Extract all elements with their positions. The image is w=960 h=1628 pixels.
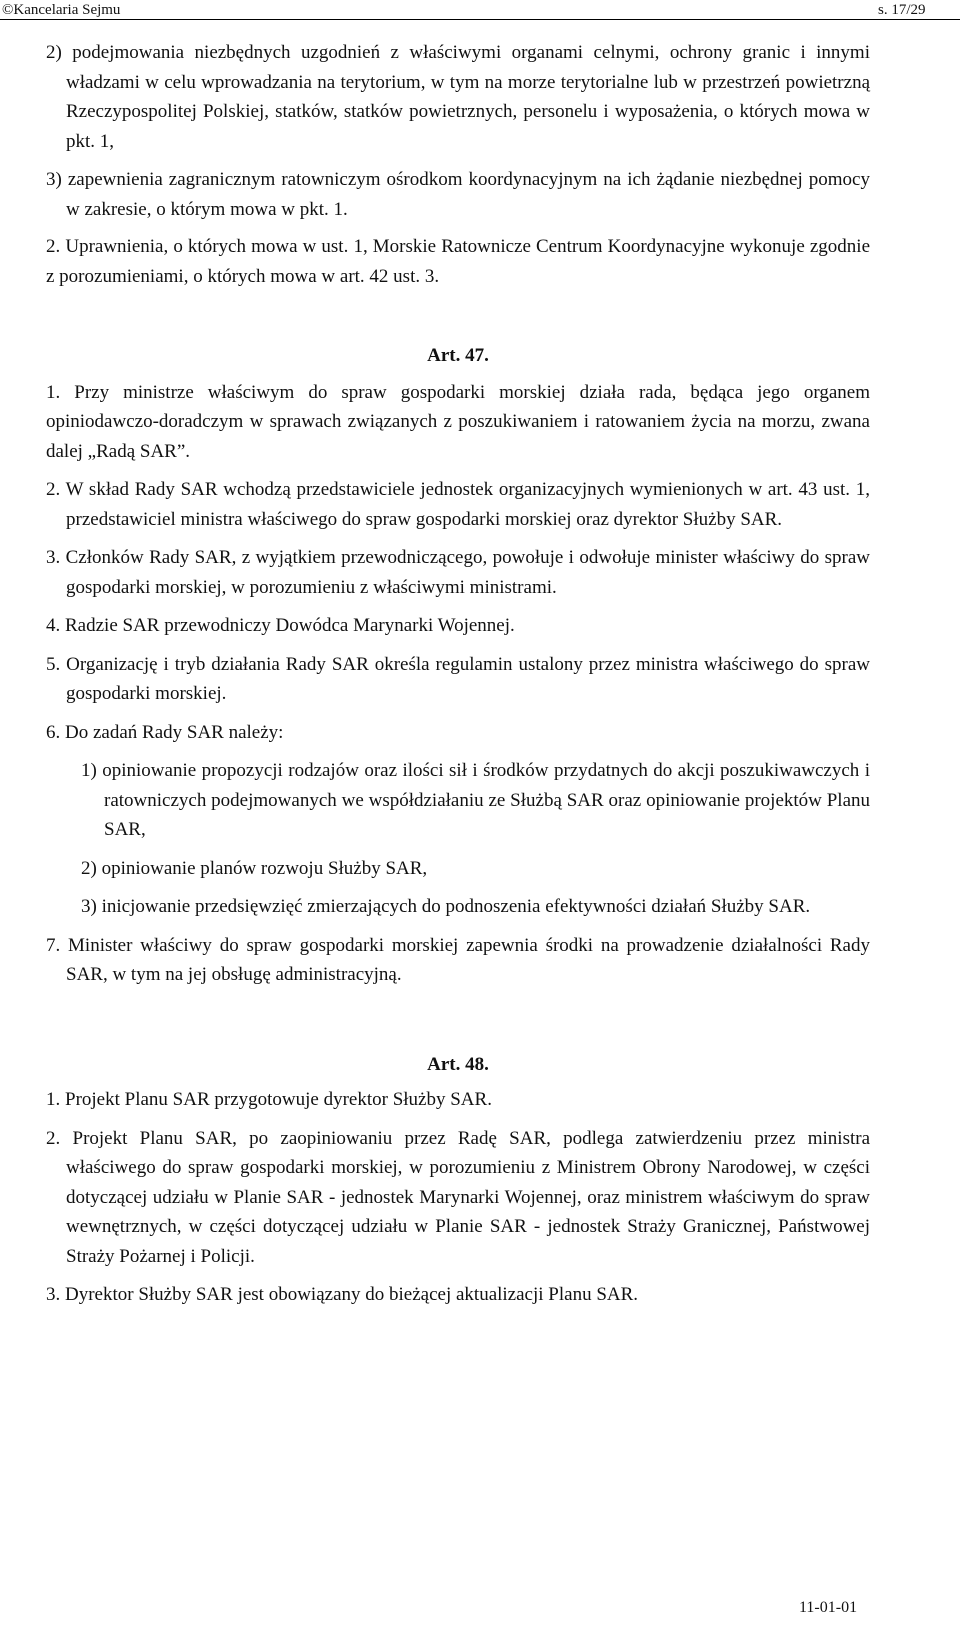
art48-paragraph-1: 1. Projekt Planu SAR przygotowuje dyrektor Służby SAR. [46, 1089, 492, 1110]
header-divider [0, 19, 960, 20]
art47-task-2: 2) opiniowanie planów rozwoju Służby SAR, [81, 857, 428, 879]
page-number: s. 17/29 [878, 2, 926, 18]
document-code: 11-01-01 [799, 1599, 858, 1616]
art47-task-3: 3) inicjowanie przedsięwzięć zmierzających do podnoszenia efektywności działań Służby SAR. [81, 896, 811, 917]
art47-paragraph-7: 7. Minister właściwy do spraw gospodarki morskiej zapewnia środki na prowadzenie działalności Rady SAR, w tym na jej obsługę administracyjną. [46, 934, 870, 985]
article-47-heading: Art. 47. [427, 345, 489, 366]
art47-paragraph-5: 5. Organizację i tryb działania Rady SAR określa regulamin ustalony przez ministra właściwego do spraw gospodarki morskiej. [46, 653, 870, 704]
point-3: 3) zapewnienia zagranicznym ratowniczym ośrodkom koordynacyjnym na ich żądanie niezbędnej pomocy w zakresie, o którym mowa w pkt. 1. [46, 169, 870, 220]
art47-paragraph-2: 2. W skład Rady SAR wchodzą przedstawiciele jednostek organizacyjnych wymienionych w art. 43 ust. 1, przedstawiciel ministra właściwego do spraw gospodarki morskiej oraz dyrektor Służby SAR. [46, 479, 870, 530]
art47-paragraph-6: 6. Do zadań Rady SAR należy: [46, 721, 284, 743]
page-header [0, 0, 960, 20]
art47-paragraph-1: 1. Przy ministrze właściwym do spraw gospodarki morskiej działa rada, będąca jego organem opiniodawczo-doradczym w sprawach związanych z poszukiwaniem i ratowaniem życia na morzu, zwana dalej „Radą SAR”. [46, 381, 870, 462]
point-2: 2) podejmowania niezbędnych uzgodnień z właściwymi organami celnymi, ochrony granic i innymi władzami w celu wprowadzania na terytorium, w tym na morze terytorialne lub w przestrzeń powietrzną Rzeczypospolitej Polskiej, statków, statków powietrznych, personelu i wyposażenia, o których mowa w pkt. 1, [46, 42, 870, 152]
art48-paragraph-2: 2. Projekt Planu SAR, po zaopiniowaniu przez Radę SAR, podlega zatwierdzeniu przez ministra właściwego do spraw gospodarki morskiej, w porozumieniu z Ministrem Obrony Narodowej, w części dotyczącej udziału w Planie SAR - jednostek Marynarki Wojennej, oraz ministrem właściwym do spraw wewnętrznych, w części dotyczącej udziału w Planie SAR - jednostek Straży Granicznej, Państwowej Straży Pożarnej i Policji. [46, 1127, 870, 1267]
art47-task-1: 1) opiniowanie propozycji rodzajów oraz ilości sił i środków przydatnych do akcji poszukiwawczych i ratowniczych podejmowanych we współdziałaniu ze Służbą SAR oraz opiniowanie projektów Planu SAR, [81, 760, 870, 840]
paragraph-2: 2. Uprawnienia, o których mowa w ust. 1, Morskie Ratownicze Centrum Koordynacyjne wykonuje zgodnie z porozumieniami, o których mowa w art. 42 ust. 3. [46, 236, 870, 287]
document-body [46, 38, 870, 1319]
article-48-heading: Art. 48. [427, 1053, 489, 1075]
art48-paragraph-3: 3. Dyrektor Służby SAR jest obowiązany do bieżącej aktualizacji Planu SAR. [46, 1284, 639, 1305]
art47-paragraph-4: 4. Radzie SAR przewodniczy Dowódca Marynarki Wojennej. [46, 615, 515, 636]
art47-paragraph-3: 3. Członków Rady SAR, z wyjątkiem przewodniczącego, powołuje i odwołuje minister właściwy do spraw gospodarki morskiej, w porozumieniu z właściwymi ministrami. [46, 547, 870, 598]
publisher-label: ©Kancelaria Sejmu [2, 2, 121, 18]
